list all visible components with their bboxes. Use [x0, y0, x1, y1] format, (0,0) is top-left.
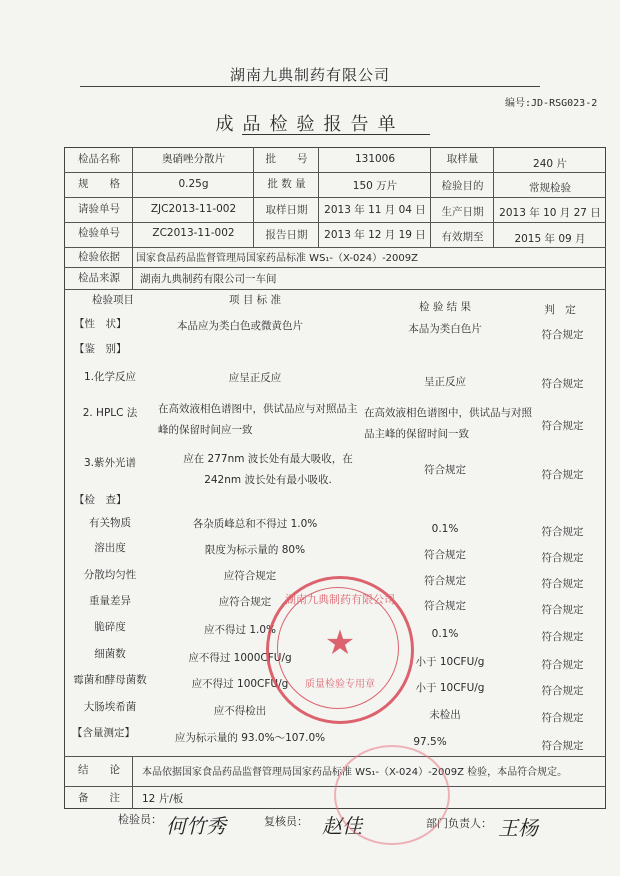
batch-qty-value: 150 万片 — [352, 180, 398, 192]
row-verdict: 符合规定 — [541, 712, 584, 724]
row-item: 1.化学反应 — [83, 371, 137, 383]
row-item: 有关物质 — [89, 517, 131, 529]
row-standard: 应为标示量的 93.0%～107.0% — [174, 732, 326, 744]
row-standard: 各杂质峰总和不得过 1.0% — [192, 518, 318, 530]
prod-date-label: 生产日期 — [441, 206, 484, 218]
inspector-label: 检验员： — [118, 813, 162, 826]
star-icon: ★ — [324, 623, 356, 663]
column-header-result: 检 验 结 果 — [418, 301, 471, 313]
row-result: 小于 10CFU/g — [415, 656, 485, 668]
row-verdict: 符合规定 — [541, 740, 584, 752]
row-verdict: 符合规定 — [541, 420, 584, 432]
expiry-label: 有效期至 — [441, 231, 484, 243]
row-verdict: 符合规定 — [541, 552, 584, 564]
reviewer-signature: 赵佳 — [322, 814, 362, 838]
prod-date-value: 2013 年 10 月 27 日 — [499, 207, 601, 219]
spec-label: 规 格 — [78, 178, 120, 190]
dept-head-label: 部门负责人： — [426, 817, 492, 830]
spec-value: 0.25g — [178, 178, 209, 190]
row-standard: 应不得过 1.0% — [203, 624, 276, 636]
row-item: 霉菌和酵母菌数 — [73, 674, 147, 686]
batch-no-label: 批 号 — [265, 153, 308, 165]
column-header-item: 检验项目 — [92, 294, 134, 306]
row-result: 97.5% — [413, 736, 447, 748]
sample-qty-value: 240 片 — [533, 158, 567, 170]
sample-date-label: 取样日期 — [265, 204, 308, 216]
header-rule — [80, 86, 540, 87]
column-header-standard: 项 目 标 准 — [228, 294, 281, 306]
request-no-label: 请验单号 — [78, 203, 120, 215]
row-standard: 限度为标示量的 80% — [204, 544, 306, 556]
section-assay: 【含量测定】 — [72, 727, 135, 739]
row-verdict: 符合规定 — [541, 378, 584, 390]
grid-line — [64, 172, 606, 173]
grid-line — [64, 267, 606, 268]
row-standard: 应符合规定 — [223, 570, 277, 582]
sample-qty-label: 取样量 — [446, 153, 479, 165]
batch-qty-label: 批 数 量 — [267, 178, 306, 190]
row-standard: 应呈正反应 — [228, 372, 282, 384]
row-item: 2. HPLC 法 — [82, 407, 138, 419]
row-verdict: 符合规定 — [541, 604, 584, 616]
test-no-value: ZC2013-11-002 — [152, 227, 235, 239]
grid-line — [430, 147, 431, 247]
grid-line — [64, 222, 606, 223]
batch-no-value: 131006 — [354, 153, 396, 165]
row-verdict: 符合规定 — [541, 329, 584, 341]
reviewer-label: 复核员： — [264, 815, 308, 828]
section-appearance: 【性 状】 — [74, 318, 127, 330]
grid-line — [64, 247, 606, 248]
row-result: 符合规定 — [424, 575, 466, 587]
row-verdict: 符合规定 — [541, 526, 584, 538]
row-result: 呈正反应 — [424, 376, 466, 388]
row-standard: 应不得过 100CFU/g — [191, 678, 289, 690]
row-standard: 应不得检出 — [213, 705, 267, 717]
seal-text-bottom: 质量检验专用章 — [305, 679, 375, 690]
remark-label: 备 注 — [78, 792, 120, 804]
grid-line — [253, 147, 254, 247]
grid-line — [64, 756, 606, 757]
grid-line — [64, 197, 606, 198]
row-item: 细菌数 — [94, 648, 126, 660]
purpose-label: 检验目的 — [441, 180, 484, 192]
row-verdict: 符合规定 — [541, 631, 584, 643]
row-standard: 在高效液相色谱图中，供试品应与对照品主峰的保留时间应一致 — [158, 403, 358, 436]
test-no-label: 检验单号 — [78, 227, 120, 239]
source-value: 湖南九典制药有限公司一车间 — [140, 273, 277, 285]
report-date-value: 2013 年 12 月 19 日 — [324, 229, 426, 241]
report-date-label: 报告日期 — [265, 229, 308, 241]
row-standard: 应符合规定 — [218, 596, 272, 608]
row-item: 3.紫外光谱 — [83, 457, 137, 469]
row-result: 0.1% — [431, 628, 459, 640]
grid-line — [132, 147, 133, 289]
faint-seal-impression — [334, 745, 450, 845]
expiry-value: 2015 年 09 月 — [514, 233, 586, 245]
row-item: 重量差异 — [89, 595, 131, 607]
grid-line — [132, 756, 133, 809]
product-name-value: 奥硝唑分散片 — [162, 153, 225, 165]
grid-line — [64, 289, 606, 290]
source-label: 检品来源 — [78, 272, 120, 284]
company-name: 湖南九典制药有限公司 — [229, 66, 390, 84]
row-item: 溶出度 — [94, 542, 126, 554]
row-verdict: 符合规定 — [541, 685, 584, 697]
document-code: 编号:JD-RSG023-2 — [505, 98, 598, 109]
product-name-label: 检品名称 — [78, 153, 120, 165]
basis-label: 检验依据 — [78, 251, 120, 263]
row-result: 符合规定 — [424, 549, 466, 561]
row-verdict: 符合规定 — [541, 659, 584, 671]
inspector-signature: 何竹秀 — [166, 814, 226, 838]
section-tests: 【检 查】 — [74, 494, 127, 506]
row-verdict: 符合规定 — [541, 469, 584, 481]
quality-inspection-seal — [266, 576, 414, 724]
grid-line — [493, 147, 494, 247]
row-result: 本品为类白色片 — [408, 323, 482, 335]
row-result: 在高效液相色谱图中，供试品与对照品主峰的保留时间一致 — [364, 407, 532, 440]
conclusion-text: 本品依据国家食品药品监督管理局国家药品标准 WS₁-（X-024）-2009Z 检验，本品符合规定。 — [142, 767, 568, 778]
request-no-value: ZJC2013-11-002 — [150, 203, 237, 215]
column-header-verdict: 判 定 — [544, 304, 576, 316]
dept-head-signature: 王杨 — [498, 816, 538, 840]
row-item: 分散均匀性 — [83, 569, 137, 581]
row-item: 脆碎度 — [94, 621, 126, 633]
row-standard: 本品应为类白色或微黄色片 — [177, 320, 303, 332]
purpose-value: 常规检验 — [529, 182, 571, 194]
title-underline — [242, 134, 430, 135]
row-result: 符合规定 — [424, 464, 466, 476]
conclusion-label: 结 论 — [78, 764, 120, 776]
grid-line — [318, 147, 319, 247]
row-item: 大肠埃希菌 — [83, 701, 137, 713]
report-title: 成品检验报告单 — [215, 114, 405, 135]
row-standard: 应在 277nm 波长处有最大吸收，在 242nm 波长处有最小吸收. — [183, 453, 353, 486]
remark-text: 12 片/板 — [142, 793, 184, 805]
row-result: 未检出 — [429, 709, 461, 721]
sample-date-value: 2013 年 11 月 04 日 — [324, 204, 426, 216]
row-result: 符合规定 — [424, 600, 466, 612]
basis-value: 国家食品药品监督管理局国家药品标准 WS₁-（X-024）-2009Z — [136, 253, 418, 264]
row-verdict: 符合规定 — [541, 578, 584, 590]
section-identification: 【鉴 别】 — [74, 343, 127, 355]
row-result: 0.1% — [431, 523, 459, 535]
row-result: 小于 10CFU/g — [415, 682, 485, 694]
seal-text-top: 湖南九典制药有限公司 — [285, 593, 395, 606]
row-standard: 应不得过 1000CFU/g — [188, 652, 292, 664]
